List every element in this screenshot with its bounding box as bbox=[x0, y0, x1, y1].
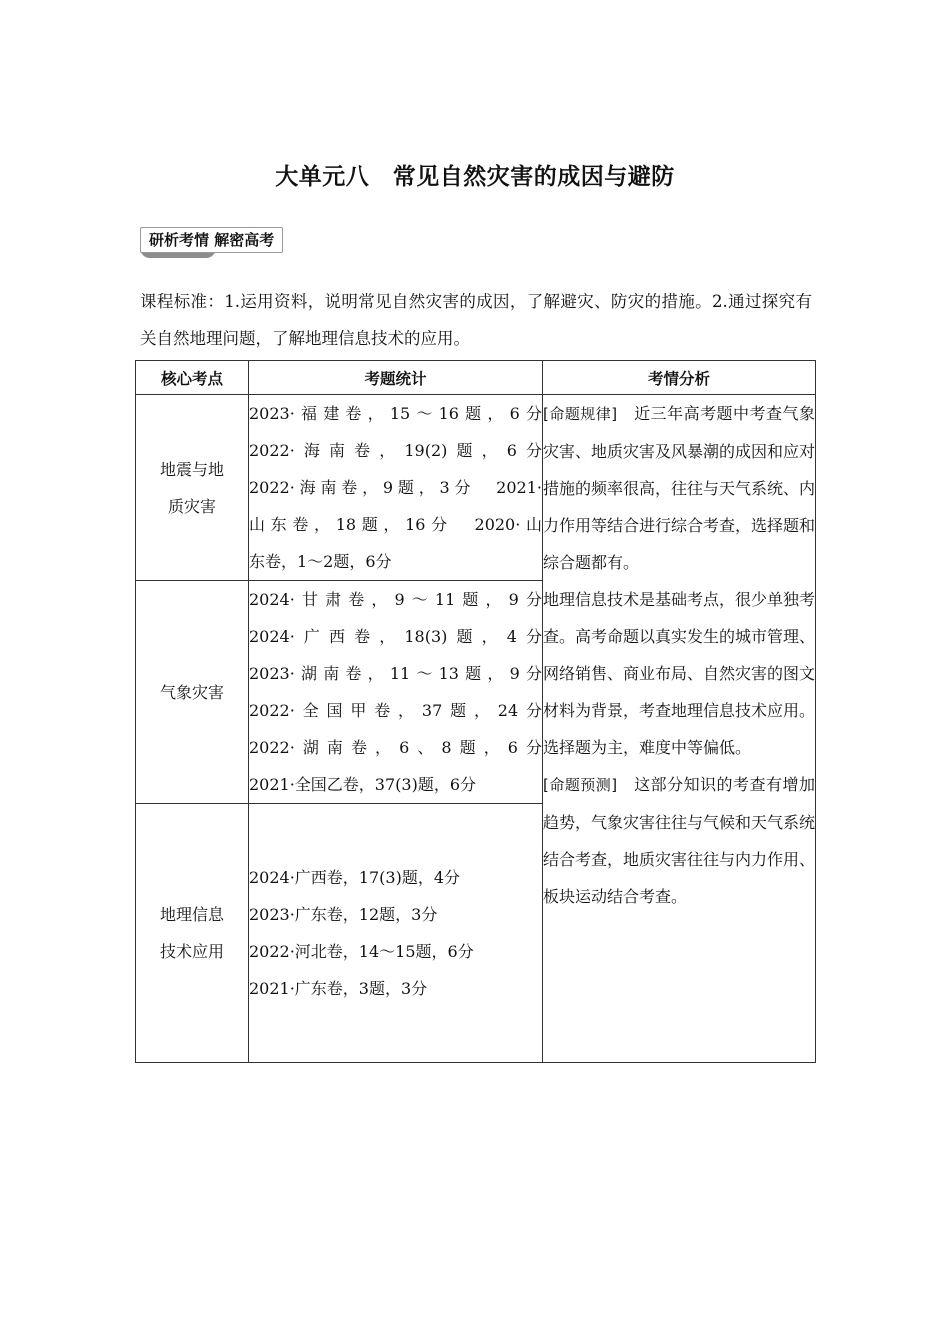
stat-line: 2021·广东卷，3题，3分 bbox=[249, 979, 428, 998]
stat-line: 2022·海南卷，9题，3分 2021· bbox=[249, 478, 542, 497]
stat-line: 东卷，1～2题，6分 bbox=[249, 552, 392, 571]
stat-line: 2024·广西卷，17(3)题，4分 bbox=[249, 868, 461, 887]
forecast-text: 这部分知识的考查有增加趋势，气象灾害往往与气候和天气系统结合考查，地质灾害往往与内力作用、板块运动结合考查。 bbox=[543, 775, 816, 906]
gis-paragraph: 地理信息技术是基础考点，很少单独考查。高考命题以真实发生的城市管理、网络销售、商业布局、自然灾害的图文材料为背景，考查地理信息技术应用。选择题为主，难度中等偏低。 bbox=[543, 590, 816, 757]
stats-cell bbox=[249, 581, 543, 804]
analysis-cell bbox=[543, 395, 816, 1063]
topic-cell bbox=[136, 804, 249, 1063]
stat-line: 2024·甘肃卷，9～11题，9分 bbox=[249, 590, 542, 609]
exam-analysis-table bbox=[135, 360, 816, 1063]
stat-line: 2023·广东卷，12题，3分 bbox=[249, 905, 438, 924]
forecast-paragraph bbox=[543, 766, 815, 915]
topic-line: 气象灾害 bbox=[159, 682, 224, 702]
header-core-topic: 核心考点 bbox=[136, 361, 249, 395]
page-title: 大单元八 常见自然灾害的成因与避防 bbox=[275, 164, 675, 190]
topic-cell bbox=[136, 395, 249, 581]
topic-cell bbox=[136, 581, 249, 804]
stat-line: 山东卷，18题，16分 2020·山 bbox=[249, 515, 542, 534]
topic-line: 地震与地 bbox=[159, 459, 224, 479]
stat-line: 2023·湖南卷，11～13题，9分 bbox=[249, 664, 542, 683]
stat-line: 2021·全国乙卷，37(3)题，6分 bbox=[249, 775, 477, 794]
stats-cell bbox=[249, 804, 543, 1063]
stat-line: 2022·全国甲卷，37题，24分 bbox=[249, 701, 542, 720]
rule-text: 近三年高考题中考查气象灾害、地质灾害及风暴潮的成因和应对措施的频率很高，往往与天气系统、内力作用等结合进行综合考查，选择题和综合题都有。 bbox=[543, 404, 816, 572]
rule-paragraph bbox=[543, 395, 815, 581]
section-tag-label: 研析考情 解密高考 bbox=[140, 227, 283, 253]
table-row bbox=[136, 395, 816, 581]
forecast-label: [命题预测] bbox=[543, 776, 618, 794]
topic-line: 质灾害 bbox=[167, 496, 216, 516]
stat-line: 2024·广西卷，18(3)题，4分 bbox=[249, 627, 542, 646]
table-header-row bbox=[136, 361, 816, 395]
stats-cell bbox=[249, 395, 543, 581]
stat-line: 2023·福建卷，15～16题，6分 bbox=[249, 404, 542, 423]
stat-line: 2022·河北卷，14～15题，6分 bbox=[249, 942, 474, 961]
header-exam-stats: 考题统计 bbox=[249, 361, 543, 395]
rule-label: [命题规律] bbox=[543, 405, 618, 423]
section-tag bbox=[140, 227, 283, 257]
stat-line: 2022·湖南卷，6、8题，6分 bbox=[249, 738, 542, 757]
topic-line: 地理信息 bbox=[159, 905, 224, 924]
header-analysis: 考情分析 bbox=[543, 361, 816, 395]
stat-line: 2022·海南卷，19(2)题，6分 bbox=[249, 441, 542, 460]
topic-line: 技术应用 bbox=[159, 942, 224, 961]
curriculum-standard: 课程标准：1.运用资料，说明常见自然灾害的成因，了解避灾、防灾的措施。2.通过探究有关自然地理问题，了解地理信息技术的应用。 bbox=[140, 292, 812, 348]
